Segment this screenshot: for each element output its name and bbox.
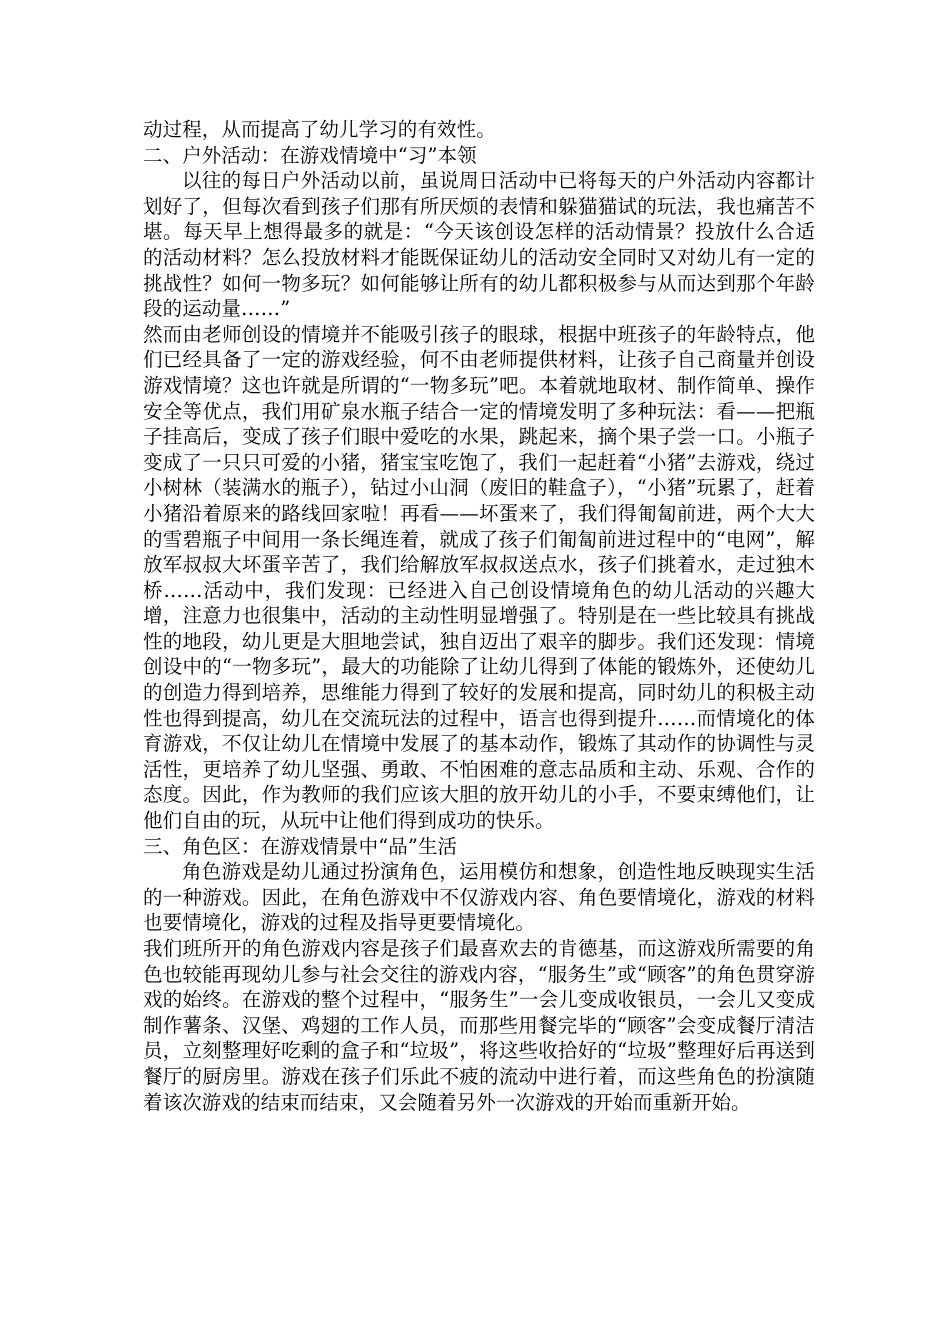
paragraph-continuation: 动过程，从而提高了幼儿学习的有效性。 (143, 118, 496, 141)
paragraph-outdoor-intro: 以往的每日户外活动以前，虽说周日活动中已将每天的户外活动内容都计划好了，但每次看到孩子们那有所厌烦的表情和躲猫猫试的玩法，我也痛苦不堪。每天早上想得最多的就是：“今天该创设怎样的活动情景？投放什么合适的活动材料？怎么投放材料才能既保证幼儿的活动安全同时又对幼儿有一定的挑战性？如何一物多玩？如何能够让所有的幼儿都积极参与从而达到那个年龄段的运动量……” (143, 169, 815, 321)
document-page (143, 117, 815, 1115)
paragraph-role-play-body: 我们班所开的角色游戏内容是孩子们最喜欢去的肯德基，而这游戏所需要的角色也较能再现幼儿参与社会交往的游戏内容，“服务生”或“顾客”的角色贯穿游戏的始终。在游戏的整个过程中，“服务生”一会儿变成收银员，一会儿又变成制作薯条、汉堡、鸡翅的工作人员，而那些用餐完毕的“顾客”会变成餐厅清洁员，立刻整理好吃剩的盒子和“垃圾”，将这些收拾好的“垃圾”整理好后再送到餐厅的厨房里。游戏在孩子们乐此不疲的流动中进行着，而这些角色的扮演随着该次游戏的结束而结束，又会随着另外一次游戏的开始而重新开始。 (143, 937, 815, 1114)
section-heading-outdoor: 二、户外活动：在游戏情境中“习”本领 (143, 143, 477, 167)
section-heading-role-play: 三、角色区：在游戏情景中“品”生活 (143, 834, 458, 858)
paragraph-outdoor-body: 然而由老师创设的情境并不能吸引孩子的眼球，根据中班孩子的年龄特点，他们已经具备了一定的游戏经验，何不由老师提供材料，让孩子自己商量并创设游戏情境？这也许就是所谓的“一物多玩”吧。本着就地取材、制作简单、操作安全等优点，我们用矿泉水瓶子结合一定的情境发明了多种玩法：看——把瓶子挂高后，变成了孩子们眼中爱吃的水果，跳起来，摘个果子尝一口。小瓶子变成了一只只可爱的小猪，猪宝宝吃饱了，我们一起赶着“小猪”去游戏，绕过小树林（装满水的瓶子），钻过小山洞（废旧的鞋盒子），“小猪”玩累了，赶着小猪沿着原来的路线回家啦！再看——坏蛋来了，我们得匍匐前进，两个大大的雪碧瓶子中间用一条长绳连着，就成了孩子们匍匐前进过程中的“电网”，解放军叔叔大坏蛋辛苦了，我们给解放军叔叔送点水，孩子们挑着水，走过独木桥……活动中，我们发现：已经进入自己创设情境角色的幼儿活动的兴趣大增，注意力也很集中，活动的主动性明显增强了。特别是在一些比较具有挑战性的地段，幼儿更是大胆地尝试，独自迈出了艰辛的脚步。我们还发现：情境创设中的“一物多玩”，最大的功能除了让幼儿得到了体能的锻炼外，还使幼儿的创造力得到培养，思维能力得到了较好的发展和提高，同时幼儿的积极主动性也得到提高，幼儿在交流玩法的过程中，语言也得到提升……而情境化的体育游戏，不仅让幼儿在情境中发展了的基本动作，锻炼了其动作的协调性与灵活性，更培养了幼儿坚强、勇敢、不怕困难的意志品质和主动、乐观、合作的态度。因此，作为教师的我们应该大胆的放开幼儿的小手，不要束缚他们，让他们自由的玩，从玩中让他们得到成功的快乐。 (143, 322, 815, 833)
paragraph-role-play-intro: 角色游戏是幼儿通过扮演角色，运用模仿和想象，创造性地反映现实生活的一种游戏。因此，在角色游戏中不仅游戏内容、角色要情境化，游戏的材料也要情境化，游戏的过程及指导更要情境化。 (143, 860, 815, 935)
